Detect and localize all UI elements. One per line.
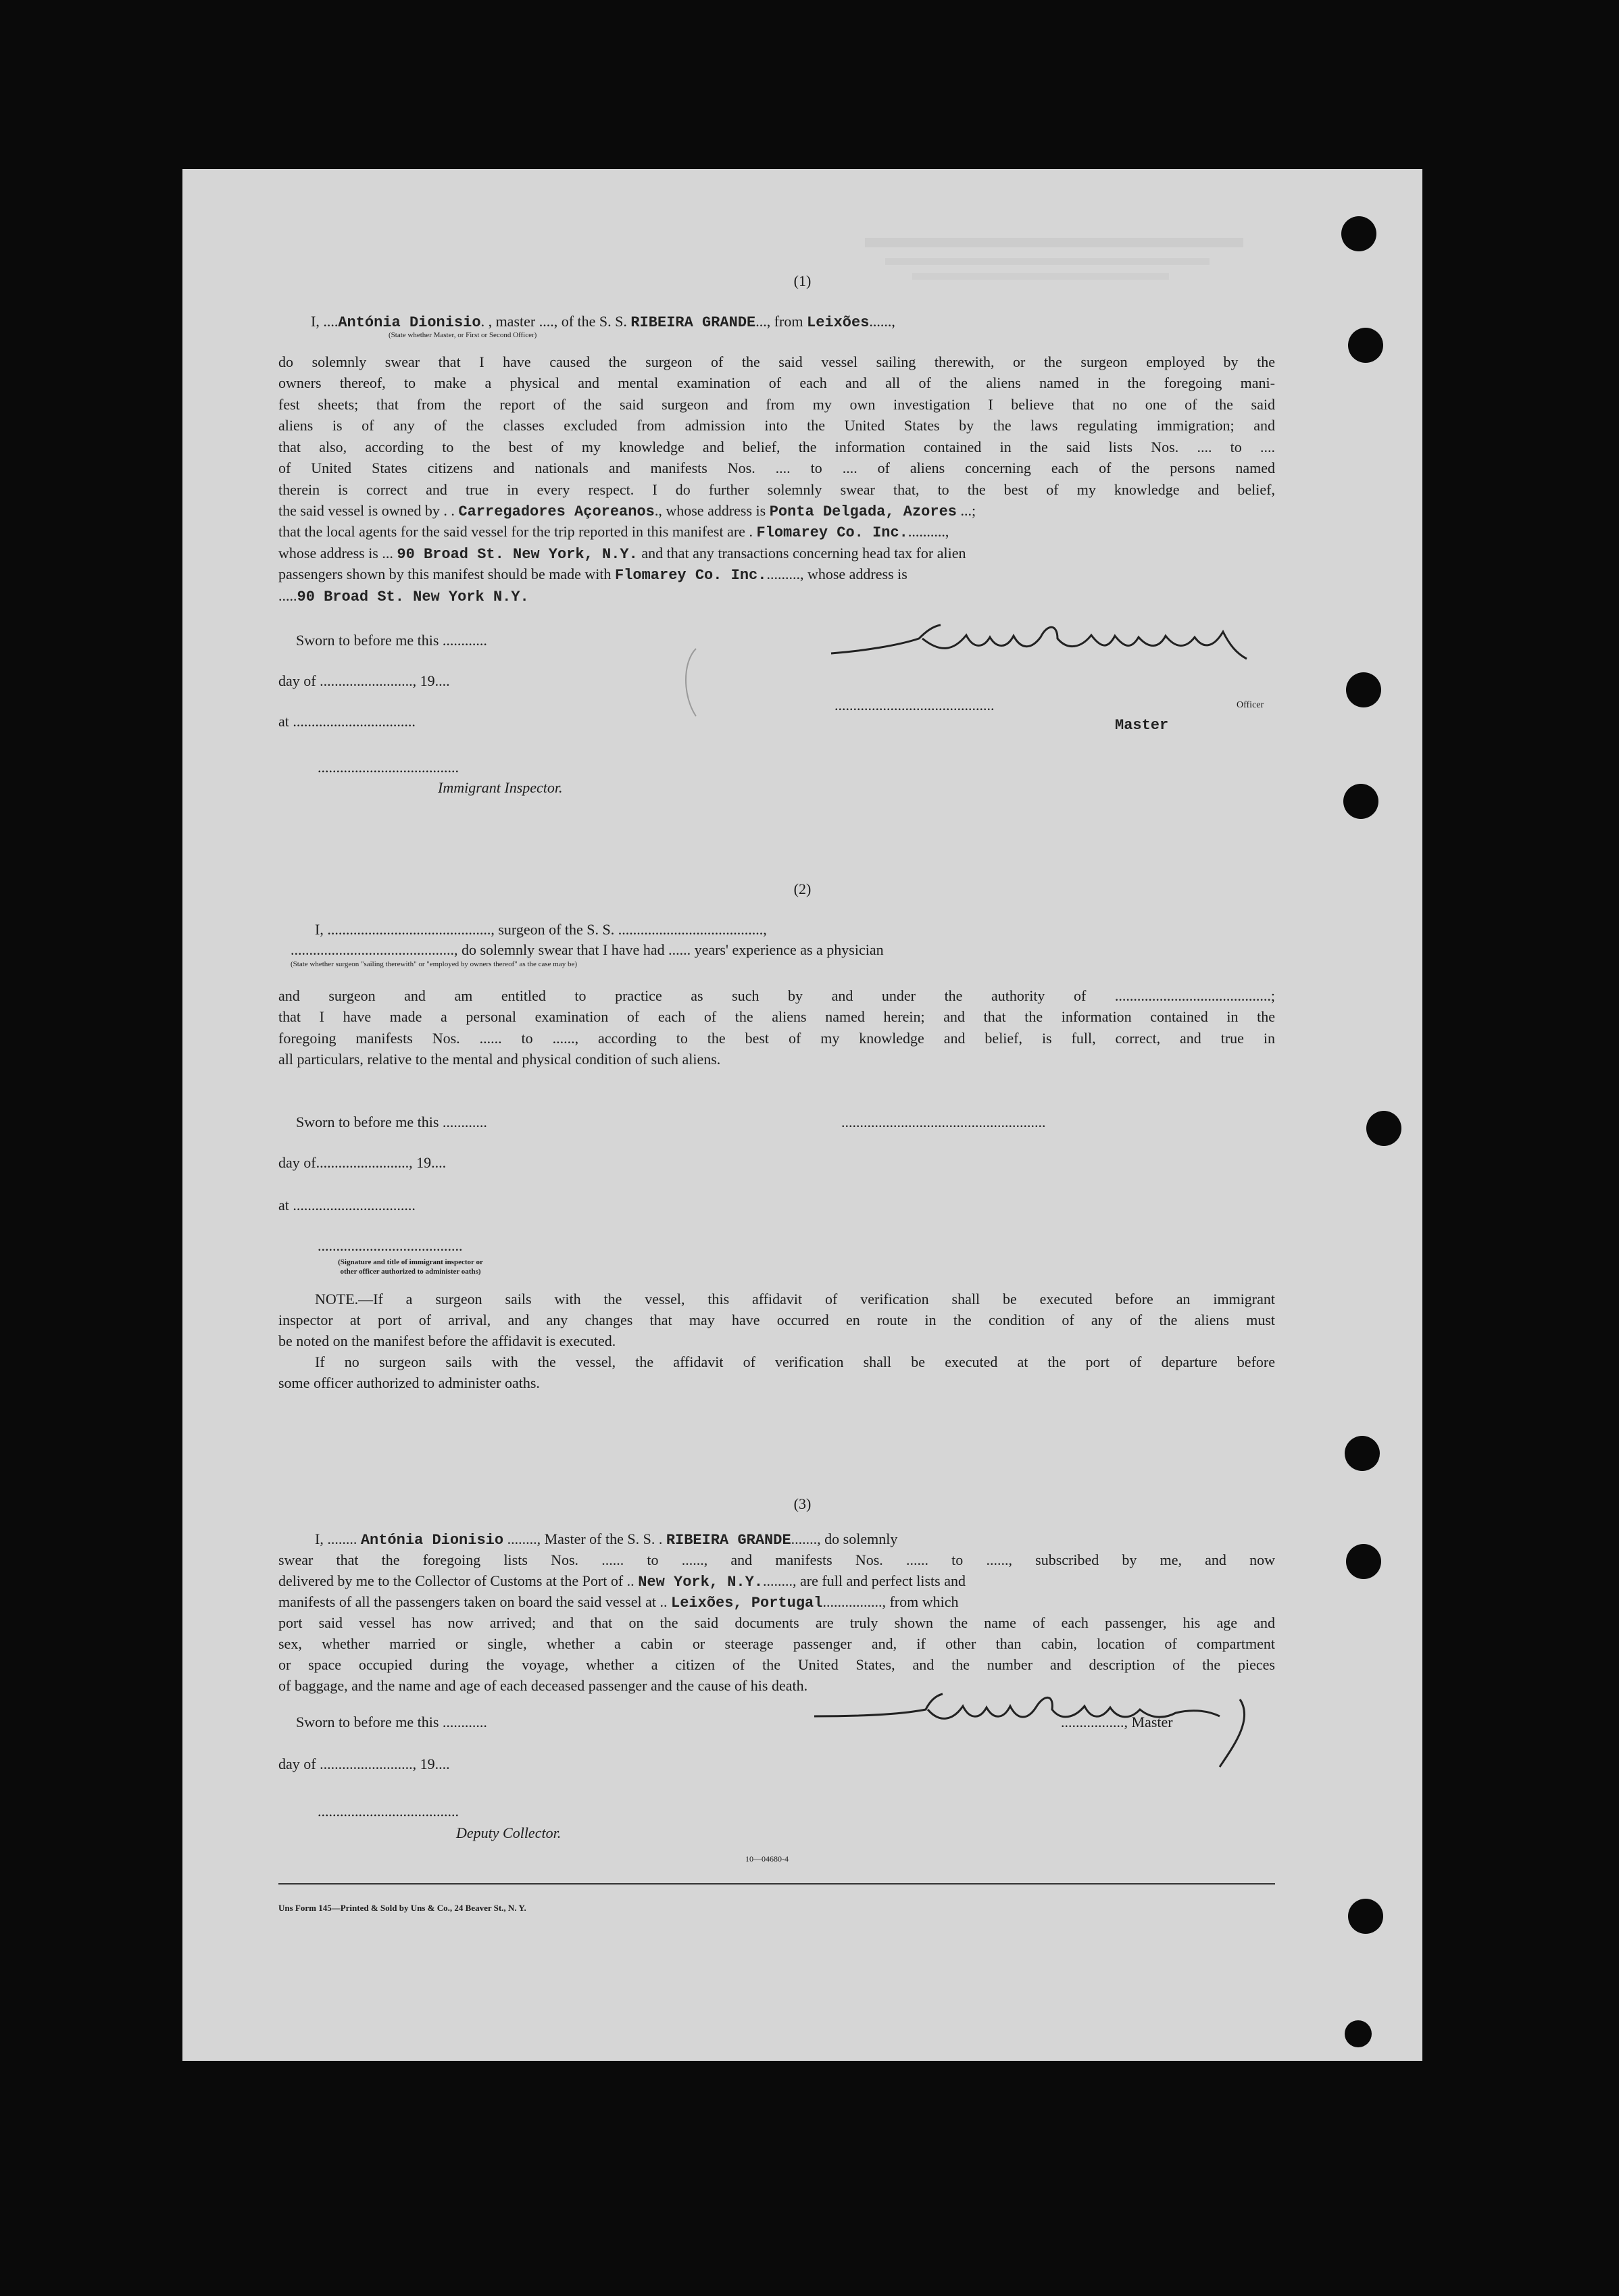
s1-line-2: owners thereof, to make a physical and mental examination of each and all of the aliens named in the foregoing mani- bbox=[278, 374, 1275, 391]
binder-hole-6 bbox=[1345, 1436, 1380, 1471]
s2-at: at ................................. bbox=[278, 1197, 416, 1214]
s3-board-lead: manifests of all the passengers taken on board the said vessel at .. bbox=[278, 1593, 668, 1610]
s1-line-6: of United States citizens and nationals and manifests Nos. .... to .... of aliens concerning each of the persons named bbox=[278, 459, 1275, 476]
s2-line-5: foregoing manifests Nos. ...... to ......, according to the best of my knowledge and belief, is full, correct, and true in bbox=[278, 1030, 1275, 1047]
s1-signature-dots: ........................................... bbox=[835, 697, 995, 714]
s1-inspector-label: Immigrant Inspector. bbox=[438, 779, 563, 796]
s2-line-6: all particulars, relative to the mental and physical condition of such aliens. bbox=[278, 1051, 721, 1068]
s3-line-5: port said vessel has now arrived; and that on the said documents are truly shown the name of each passenger, his age and bbox=[278, 1614, 1275, 1631]
s1-intro-mid1: . , master ...., of the S. S. bbox=[480, 313, 627, 330]
s1-master-stamp: Master bbox=[1115, 717, 1169, 734]
s2-surgeon-note: (State whether surgeon "sailing therewith" or "employed by owners thereof" as the case may be) bbox=[291, 960, 578, 968]
s1-day-of: day of ........................., 19.... bbox=[278, 672, 450, 689]
s3-port-lead: delivered by me to the Collector of Customs at the Port of .. bbox=[278, 1572, 634, 1589]
s1-owner-lead: the said vessel is owned by . . bbox=[278, 502, 455, 519]
s3-collector-label: Deputy Collector. bbox=[456, 1824, 562, 1841]
s2-line-2: ............................................, do solemnly swear that I have had ...... years' experience as a physician bbox=[291, 941, 884, 958]
tax-agent-name: Flomarey Co. Inc. bbox=[615, 567, 767, 584]
s3-intro-mid1: ........, Master of the S. S. . bbox=[507, 1530, 663, 1547]
s1-sworn: Sworn to before me this ............ bbox=[296, 632, 487, 649]
s2-note-5: some officer authorized to administer oaths. bbox=[278, 1374, 540, 1391]
s1-at: at ................................. bbox=[278, 713, 416, 730]
master-name: Antónia Dionisio bbox=[338, 314, 481, 331]
s3-board-tail: ................, from which bbox=[822, 1593, 959, 1610]
owner-name: Carregadores Açoreanos bbox=[458, 503, 655, 520]
binder-hole-3 bbox=[1346, 672, 1381, 707]
s1-intro-tail: ......, bbox=[869, 313, 895, 330]
s1-tax-lead: passengers shown by this manifest should be made with bbox=[278, 566, 612, 582]
binder-hole-2 bbox=[1348, 328, 1383, 363]
s1-intro-mid2: ..., from bbox=[755, 313, 803, 330]
s2-line-3: and surgeon and am entitled to practice as such by and under the authority of ..........................................; bbox=[278, 987, 1275, 1004]
binder-hole-8 bbox=[1348, 1899, 1383, 1934]
manifest-page bbox=[182, 169, 1422, 2061]
binder-hole-7 bbox=[1346, 1544, 1381, 1579]
s1-officer-label: Officer bbox=[1237, 700, 1264, 710]
s3-sworn: Sworn to before me this ............ bbox=[296, 1714, 487, 1730]
s3-intro-tail: ......., do solemnly bbox=[791, 1530, 898, 1547]
printer-footer: Uns Form 145—Printed & Sold by Uns & Co., 24 Beaver St., N. Y. bbox=[278, 1903, 526, 1913]
s1-tax-address-line bbox=[278, 585, 529, 607]
departure-port: Leixões bbox=[807, 314, 870, 331]
s2-sworn: Sworn to before me this ............ bbox=[296, 1114, 487, 1130]
s3-day-of: day of ........................., 19.... bbox=[278, 1755, 450, 1772]
s2-note-4: If no surgeon sails with the vessel, the affidavit of verification shall be executed at the port of departure before bbox=[315, 1353, 1275, 1370]
footer-rule bbox=[278, 1883, 1275, 1885]
s2-line-1: I, ............................................, surgeon of the S. S. ......................................., bbox=[315, 921, 767, 938]
s1-line-3: fest sheets; that from the report of the said surgeon and from my own investigation I believe that no one of the said bbox=[278, 396, 1275, 413]
s1-inspector-dots: ...................................... bbox=[318, 759, 459, 776]
s3-port-tail: ........, are full and perfect lists and bbox=[763, 1572, 966, 1589]
master-signature-3 bbox=[807, 1679, 1294, 1774]
s1-owner-tail: ...; bbox=[960, 502, 976, 519]
s1-owner-mid: ., whose address is bbox=[654, 502, 766, 519]
s1-line-7: therein is correct and true in every respect. I do further solemnly swear that, to the best of my knowledge and belief, bbox=[278, 481, 1275, 498]
s1-agents-tail: .........., bbox=[907, 523, 949, 540]
s1-agaddr-lead: whose address is ... bbox=[278, 545, 393, 561]
s1-intro-line bbox=[311, 311, 895, 333]
s2-line-4: that I have made a personal examination of each of the aliens named herein; and that the information contained in the bbox=[278, 1008, 1275, 1025]
s3-board-line bbox=[278, 1591, 958, 1614]
s2-inspector-dots: ....................................... bbox=[318, 1237, 463, 1254]
s1-agent-address-line bbox=[278, 543, 966, 565]
s3-collector-dots: ...................................... bbox=[318, 1803, 459, 1820]
s2-day-of: day of........................., 19.... bbox=[278, 1154, 447, 1171]
binder-hole-4 bbox=[1343, 784, 1378, 819]
s3-intro-line bbox=[315, 1528, 897, 1551]
s3-port-line bbox=[278, 1570, 966, 1593]
s1-line-1: do solemnly swear that I have caused the surgeon of the said vessel sailing therewith, or the surgeon employed by the bbox=[278, 353, 1275, 370]
owner-address: Ponta Delgada, Azores bbox=[769, 503, 957, 520]
s1-agents-line bbox=[278, 521, 949, 543]
s1-taxaddr-lead: ..... bbox=[278, 587, 297, 604]
s2-note-1: NOTE.—If a surgeon sails with the vessel, this affidavit of verification shall be executed before an immigrant bbox=[315, 1291, 1275, 1307]
s3-line-6: sex, whether married or single, whether a cabin or steerage passenger and, if other than cabin, location of compartment bbox=[278, 1635, 1275, 1652]
binder-hole-9 bbox=[1345, 2020, 1372, 2047]
s1-line-5: that also, according to the best of my knowledge and belief, the information contained in the said lists Nos. .... to .... bbox=[278, 439, 1275, 455]
s2-signature-dots: ....................................................... bbox=[841, 1114, 1046, 1130]
s2-note-3: be noted on the manifest before the affidavit is executed. bbox=[278, 1332, 616, 1349]
s1-tax-line bbox=[278, 564, 907, 586]
binder-hole-1 bbox=[1341, 216, 1376, 251]
form-code: 10—04680-4 bbox=[745, 1854, 789, 1864]
s2-inspector-note-1: (Signature and title of immigrant inspector or bbox=[338, 1258, 483, 1266]
section-1-heading: (1) bbox=[793, 272, 812, 289]
arrival-port: New York, N.Y. bbox=[638, 1574, 764, 1591]
section-2-heading: (2) bbox=[793, 880, 812, 897]
stamp-impression bbox=[669, 642, 723, 723]
s3-master-name: Antónia Dionisio bbox=[360, 1532, 504, 1549]
s3-intro-lead: I, ........ bbox=[315, 1530, 357, 1547]
s1-agents-lead: that the local agents for the said vessel for the trip reported in this manifest are . bbox=[278, 523, 753, 540]
agent-address: 90 Broad St. New York, N.Y. bbox=[397, 546, 638, 563]
section-3-heading: (3) bbox=[793, 1495, 812, 1512]
s3-line-7: or space occupied during the voyage, whether a citizen of the United States, and the number and description of the pieces bbox=[278, 1656, 1275, 1673]
s2-inspector-note-2: other officer authorized to administer oaths) bbox=[340, 1268, 481, 1276]
s3-ship-name: RIBEIRA GRANDE bbox=[666, 1532, 791, 1549]
s1-intro-lead: I, .... bbox=[311, 313, 339, 330]
s1-tax-tail: ........., whose address is bbox=[766, 566, 907, 582]
s1-owner-line bbox=[278, 500, 976, 522]
s3-line-8: of baggage, and the name and age of each deceased passenger and the cause of his death. bbox=[278, 1677, 808, 1694]
tax-agent-address: 90 Broad St. New York N.Y. bbox=[297, 589, 529, 605]
s1-line-4: aliens is of any of the classes excluded from admission into the United States by the laws regulating immigration; and bbox=[278, 417, 1275, 434]
s1-agaddr-tail: and that any transactions concerning head tax for alien bbox=[641, 545, 966, 561]
s2-note-2: inspector at port of arrival, and any changes that may have occurred en route in the condition of any of the aliens must bbox=[278, 1312, 1275, 1328]
s3-line-2: swear that the foregoing lists Nos. ...... to ......, and manifests Nos. ...... to ......, subscribed by me, and now bbox=[278, 1551, 1275, 1568]
s1-rank-note: (State whether Master, or First or Second Officer) bbox=[389, 331, 537, 339]
ship-name: RIBEIRA GRANDE bbox=[630, 314, 756, 331]
binder-hole-5 bbox=[1366, 1111, 1401, 1146]
master-signature-1 bbox=[824, 612, 1264, 666]
s3-master-sig-line: ................., Master bbox=[1061, 1714, 1173, 1730]
boarding-port: Leixões, Portugal bbox=[671, 1595, 823, 1612]
agent-name: Flomarey Co. Inc. bbox=[756, 524, 908, 541]
